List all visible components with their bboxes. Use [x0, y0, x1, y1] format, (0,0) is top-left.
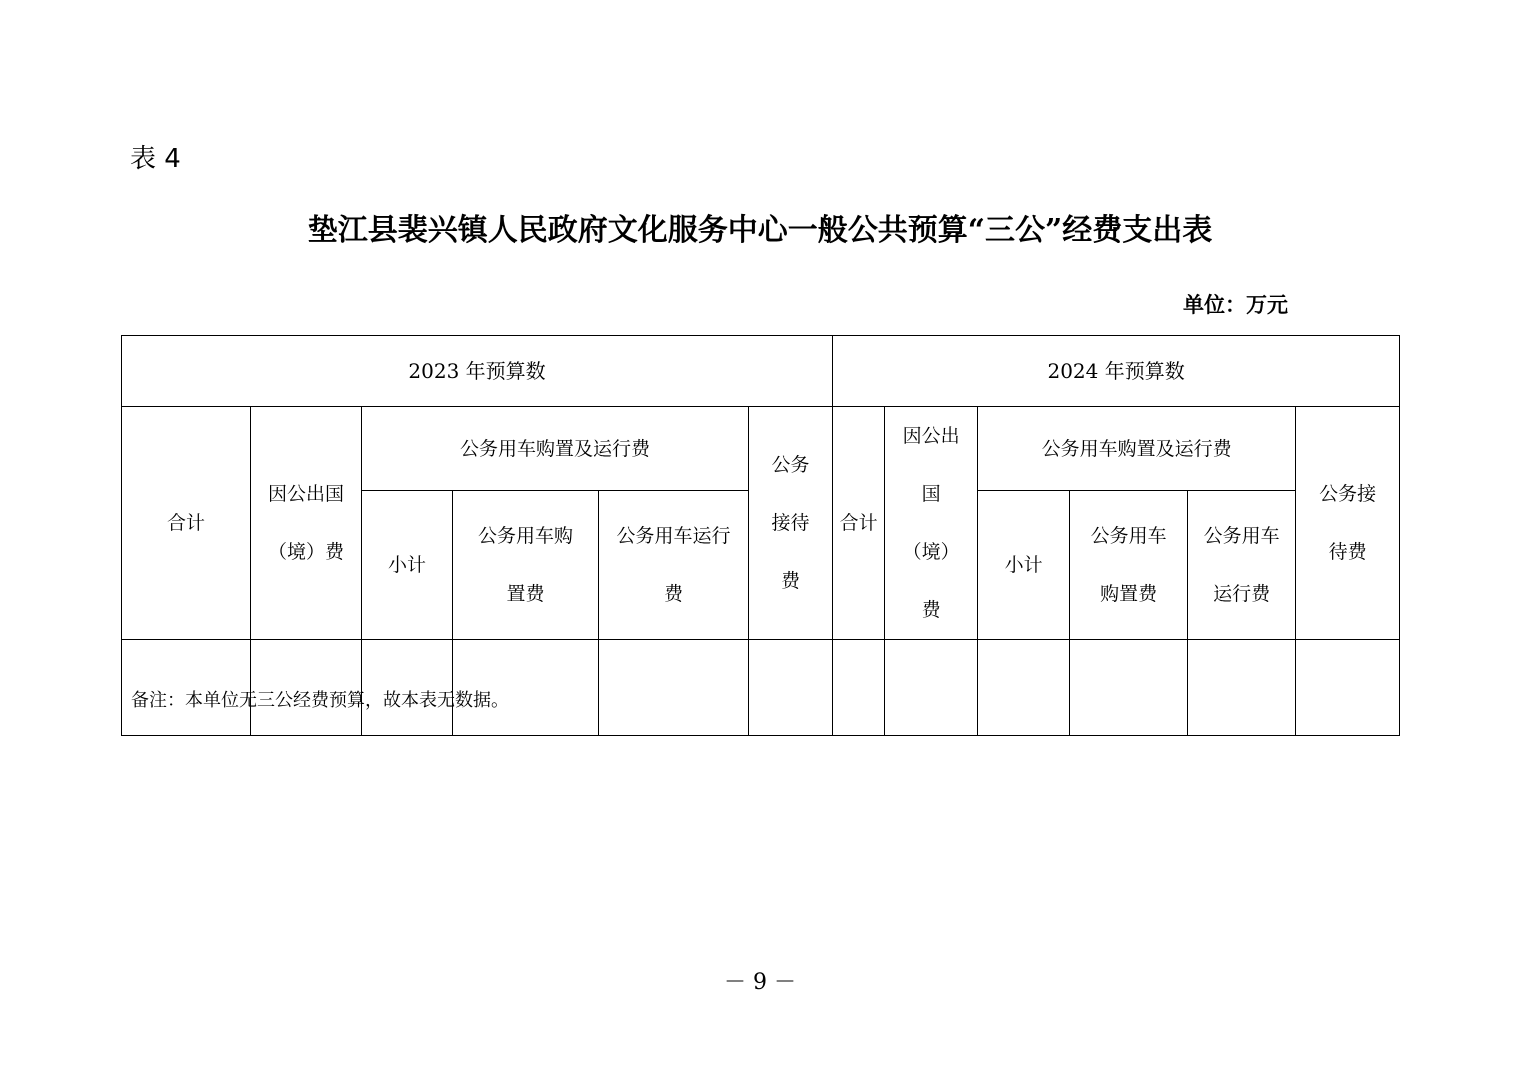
- data-cell: [1188, 640, 1296, 736]
- year-header-row: [122, 336, 1400, 407]
- vehicle-operation-header-2024: [1188, 491, 1296, 640]
- subtotal-header-2024: 小计: [978, 491, 1070, 640]
- abroad-header-2023: [251, 407, 362, 640]
- total-header-2023: [122, 407, 251, 640]
- vehicle-operation-label-2023: 公务用车运行费: [616, 525, 731, 606]
- total-label-2023: 合计: [166, 512, 205, 534]
- total-label-2024: 合计: [839, 512, 878, 534]
- abroad-header-2024: [885, 407, 978, 640]
- total-header-2024: [833, 407, 885, 640]
- category-header-row: [122, 407, 1400, 491]
- vehicle-purchase-label-2024: 公务用车购置费: [1090, 525, 1167, 606]
- vehicle-group-header-2023: 公务用车购置及运行费: [362, 407, 749, 491]
- three-public-expenses-table: [121, 335, 1400, 736]
- data-cell: [749, 640, 833, 736]
- document-title: 垫江县裴兴镇人民政府文化服务中心一般公共预算“三公”经费支出表: [307, 213, 1213, 248]
- footnote: 备注：本单位无三公经费预算，故本表无数据。: [131, 690, 509, 711]
- year-2023-header: 2023 年预算数: [122, 336, 833, 407]
- vehicle-purchase-label-2023: 公务用车购置费: [477, 525, 573, 606]
- unit-label: 单位：万元: [1183, 292, 1288, 317]
- vehicle-purchase-header-2024: [1070, 491, 1188, 640]
- year-2024-header: 2024 年预算数: [833, 336, 1400, 407]
- vehicle-purchase-header-2023: [453, 491, 599, 640]
- vehicle-group-header-2024: 公务用车购置及运行费: [978, 407, 1296, 491]
- vehicle-operation-label-2024: 公务用车运行费: [1203, 525, 1280, 606]
- data-cell: [885, 640, 978, 736]
- reception-header-2023: [749, 407, 833, 640]
- subtotal-header-2023: 小计: [362, 491, 453, 640]
- reception-label-2024: 公务接待费: [1319, 483, 1377, 563]
- reception-header-2024: [1296, 407, 1400, 640]
- abroad-label-2023: 因公出国（境）费: [267, 483, 344, 563]
- vehicle-operation-header-2023: [599, 491, 749, 640]
- data-cell: [1070, 640, 1188, 736]
- data-cell: [978, 640, 1070, 736]
- data-cell: [833, 640, 885, 736]
- page-number: － 9 －: [724, 970, 796, 995]
- abroad-label-2024: 因公出国（境）费: [902, 425, 960, 621]
- data-cell: [599, 640, 749, 736]
- data-cell: [1296, 640, 1400, 736]
- table-label: 表 4: [130, 144, 181, 174]
- reception-label-2023: 公务接待费: [771, 454, 810, 592]
